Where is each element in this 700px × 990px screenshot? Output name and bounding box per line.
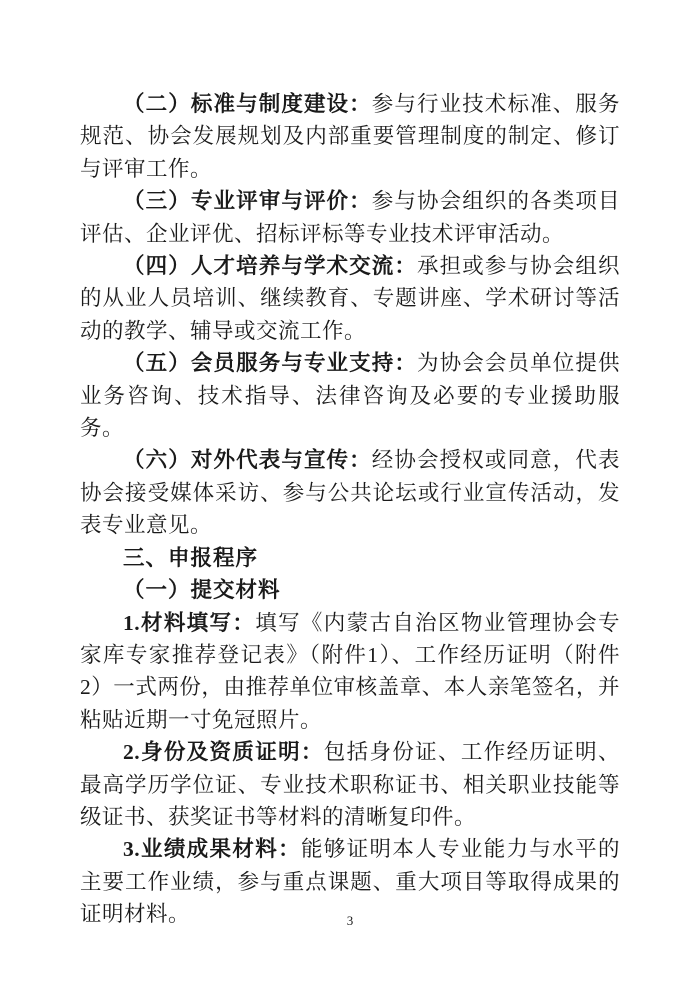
paragraph-material-filling	[80, 607, 620, 737]
paragraph-review	[80, 185, 620, 250]
paragraph-standards	[80, 88, 620, 185]
paragraph-text: 包括身份证、工作经历证明、最高学历学位证、专业技术职称证书、相关职业技能等级证书、获奖证书等材料的清晰复印件。	[80, 740, 620, 829]
paragraph-training	[80, 250, 620, 347]
paragraph-lead: （五）会员服务与专业支持：	[123, 351, 418, 376]
paragraph-lead: （二）标准与制度建设：	[123, 92, 372, 116]
paragraph-text: 为协会会员单位提供业务咨询、技术指导、法律咨询及必要的专业援助服务。	[80, 351, 620, 441]
paragraph-text: 参与协会组织的各类项目评估、企业评优、招标评标等专业技术评审活动。	[80, 189, 620, 246]
section-heading-application-procedure	[80, 542, 620, 574]
paragraph-lead: 2.身份及资质证明：	[123, 740, 324, 765]
paragraph-identity-certificates	[80, 736, 620, 833]
paragraph-lead: （四）人才培养与学术交流：	[123, 254, 418, 279]
paragraph-text: 参与行业技术标准、服务规范、协会发展规划及内部重要管理制度的制定、修订与评审工作。	[80, 92, 620, 181]
paragraph-text: 填写《内蒙古自治区物业管理协会专家库专家推荐登记表》（附件1）、工作经历证明（附件2）一式两份，由推荐单位审核盖章、本人亲笔签名，并粘贴近期一寸免冠照片。	[80, 610, 620, 732]
paragraph-text: 经协会授权或同意，代表协会接受媒体采访、参与公共论坛或行业宣传活动，发表专业意见。	[80, 448, 620, 538]
paragraph-lead: 1.材料填写：	[123, 610, 256, 635]
section-heading-text: 三、申报程序	[123, 545, 259, 570]
paragraph-lead: 3.业绩成果材料：	[123, 837, 301, 862]
paragraph-external-representation	[80, 444, 620, 541]
subsection-heading-text: （一）提交材料	[123, 578, 281, 603]
paragraph-text: 能够证明本人专业能力与水平的主要工作业绩，参与重点课题、重大项目等取得成果的证明材料。	[80, 837, 620, 927]
paragraph-member-service	[80, 347, 620, 444]
document-body	[80, 88, 620, 931]
page-number: 3	[346, 913, 354, 928]
paragraph-lead: （三）专业评审与评价：	[123, 189, 372, 214]
page-footer	[0, 912, 700, 930]
subsection-heading-submit-materials	[80, 574, 620, 606]
paragraph-text: 承担或参与协会组织的从业人员培训、继续教育、专题讲座、学术研讨等活动的教学、辅导或交流工作。	[80, 254, 620, 343]
paragraph-lead: （六）对外代表与宣传：	[123, 448, 372, 473]
